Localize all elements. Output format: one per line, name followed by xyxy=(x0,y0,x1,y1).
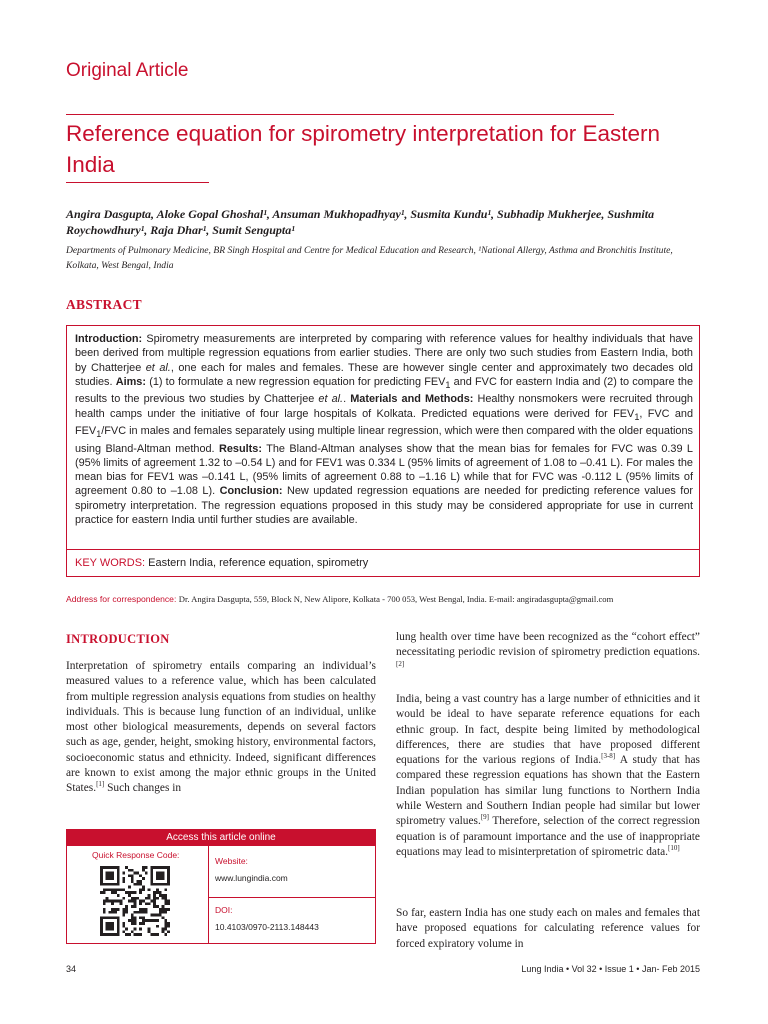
abstract-aims-end: . xyxy=(343,393,347,406)
title-bottom-rule xyxy=(66,182,209,183)
abstract-methods-end: /FVC in males and females separately using multiple linear regression, which were then compared with the older equations using Bland-Altman method. xyxy=(75,425,693,455)
access-box-header: Access this article online xyxy=(66,829,376,846)
page-number: 34 xyxy=(66,964,77,974)
abstract-results: The Bland-Altman analyses show that the mean bias for females for FVC was 0.39 L (95% limits of agreement 1.32 to –0.54 L) and for FEV1 was 0.334 L (95% limits of agreement of 1.08 to –0.41 L). For males the mean bias for FEV1 was –0.141 L, (95% limits of agreement 0.88 to –1.16 L) while that for FVC was -0.112 L (95% limits of agreement 0.80 to –1.08 L). xyxy=(75,442,693,498)
abstract-methods-cont: , FVC and FEV xyxy=(75,407,694,438)
article-type: Original Article xyxy=(66,60,189,81)
reference-10[interactable]: [10] xyxy=(668,844,680,853)
correspondence-text: Dr. Angira Dasgupta, 559, Block N, New Alipore, Kolkata - 700 053, West Bengal, India. E-mail: angiradasgupta@gmail.com xyxy=(178,594,614,604)
paragraph-text: lung health over time have been recognized as the “cohort effect” necessitating periodic revision of spirometry prediction equations. xyxy=(396,631,700,659)
et-al: et al. xyxy=(145,361,171,374)
paragraph-eastern-india: So far, eastern India has one study each on males and females that have proposed equations for calculating reference values for forced expiratory volume in xyxy=(396,907,700,950)
abstract-conclusion: New updated regression equations are needed for predicting reference values for spirometry interpretation. The regression equations proposed in this study may be considered appropriate for use in current practice for eastern India until further studies are available. xyxy=(75,485,694,527)
website-label: Website: xyxy=(215,856,248,866)
subscript-1: 1 xyxy=(96,429,102,440)
access-box-hrule xyxy=(208,897,376,898)
subscript-1: 1 xyxy=(634,411,640,422)
methods-label: Materials and Methods: xyxy=(350,393,474,406)
intro-text-tail: Such changes in xyxy=(104,782,182,795)
access-box-divider xyxy=(208,846,209,944)
website-link[interactable]: www.lungindia.com xyxy=(215,873,288,883)
abstract-methods: Healthy nonsmokers were recruited through health camps under the initiative of four large hospitals of Kolkata. Predicted equations were derived for FEV xyxy=(75,393,693,420)
affiliations: Departments of Pulmonary Medicine, BR Singh Hospital and Centre for Medical Education and Research, ¹National Allergy, Asthma and Bronchitis Institute, Kolkata, West Bengal, India xyxy=(66,245,673,271)
introduction-heading: INTRODUCTION xyxy=(66,632,170,646)
results-label: Results: xyxy=(219,442,262,455)
abstract-introduction: Spirometry measurements are interpreted by comparing with reference values for healthy individuals that have been derived from multiple regression equations from earlier studies. There are only two such studies from Eastern India, both by Chatterjee xyxy=(75,333,693,374)
introduction-label: Introduction: xyxy=(75,333,143,345)
intro-text: Interpretation of spirometry entails comparing an individual’s measured values to a reference value, which has been calculated from multiple regression analysis equations from studies on healthy individuals. This is because lung function of an individual, unlike most other biological measurements, depends on several factors such as age, gender, height, smoking history, environmental factors, socioeconomic status and ethnicity. Indeed, significant differences are known to exist among the major ethnic groups in the United States. xyxy=(66,660,376,795)
qr-code-icon[interactable] xyxy=(100,864,170,938)
introduction-paragraph xyxy=(66,659,376,797)
keywords xyxy=(75,557,368,569)
keywords-label: KEY WORDS: xyxy=(75,557,146,569)
article-title: Reference equation for spirometry interpretation for Eastern India xyxy=(66,121,661,177)
title-top-rule xyxy=(66,114,614,115)
et-al: et al. xyxy=(318,393,344,406)
doi-label: DOI: xyxy=(215,905,233,915)
abstract-divider xyxy=(66,549,700,550)
abstract-body xyxy=(75,332,693,527)
qr-code-label: Quick Response Code: xyxy=(92,850,180,860)
paragraph-text: A study that has compared these regression equations has shown that the Eastern Indian population has similar lung functions to Northern India while Western and Southern Indian people had similar but lower spirometry values. xyxy=(396,754,700,828)
abstract-aims: (1) to formulate a new regression equation for predicting FEV xyxy=(149,375,446,388)
doi-link[interactable]: 10.4103/0970-2113.148443 xyxy=(215,922,319,932)
paragraph-text: Therefore, selection of the correct regression equation is of paramount importance and the use of inappropriate equations may lead to misinterpretation of spirometric data. xyxy=(396,815,700,858)
correspondence-address xyxy=(66,594,613,604)
paragraph-ethnicities xyxy=(396,692,700,860)
reference-3-8[interactable]: [3-8] xyxy=(601,752,616,761)
correspondence-label: Address for correspondence: xyxy=(66,594,177,604)
aims-label: Aims: xyxy=(115,375,146,388)
paragraph-text: India, being a vast country has a large number of ethnicities and it would be ideal to have separate reference equations for each ethnic group. In fact, despite being limited by methodological differences, there are studies that have proposed different equations for the various regions of India. xyxy=(396,693,700,767)
conclusion-label: Conclusion: xyxy=(219,485,283,498)
paragraph-cohort-effect xyxy=(396,630,700,676)
journal-info: Lung India • Vol 32 • Issue 1 • Jan- Feb 2015 xyxy=(521,964,700,974)
reference-2[interactable]: [2] xyxy=(396,659,405,668)
keywords-text: Eastern India, reference equation, spirometry xyxy=(148,557,369,569)
subscript-1: 1 xyxy=(445,380,451,391)
author-list: Angira Dasgupta, Aloke Gopal Ghoshal¹, Ansuman Mukhopadhyay¹, Susmita Kundu¹, Subhadip Mukherjee, Sushmita Roychowdhury¹, Raja Dhar¹, Sumit Sengupta¹ xyxy=(66,207,655,237)
reference-1[interactable]: [1] xyxy=(96,780,105,789)
reference-9[interactable]: [9] xyxy=(480,813,489,822)
abstract-heading: ABSTRACT xyxy=(66,297,142,312)
abstract-aims-cont: and FVC for eastern India and (2) to compare the results to the previous two studies by Chatterjee xyxy=(75,375,693,406)
abstract-introduction-end: , one each for males and females. These are however single center and approximately two decades old studies. xyxy=(75,361,693,388)
